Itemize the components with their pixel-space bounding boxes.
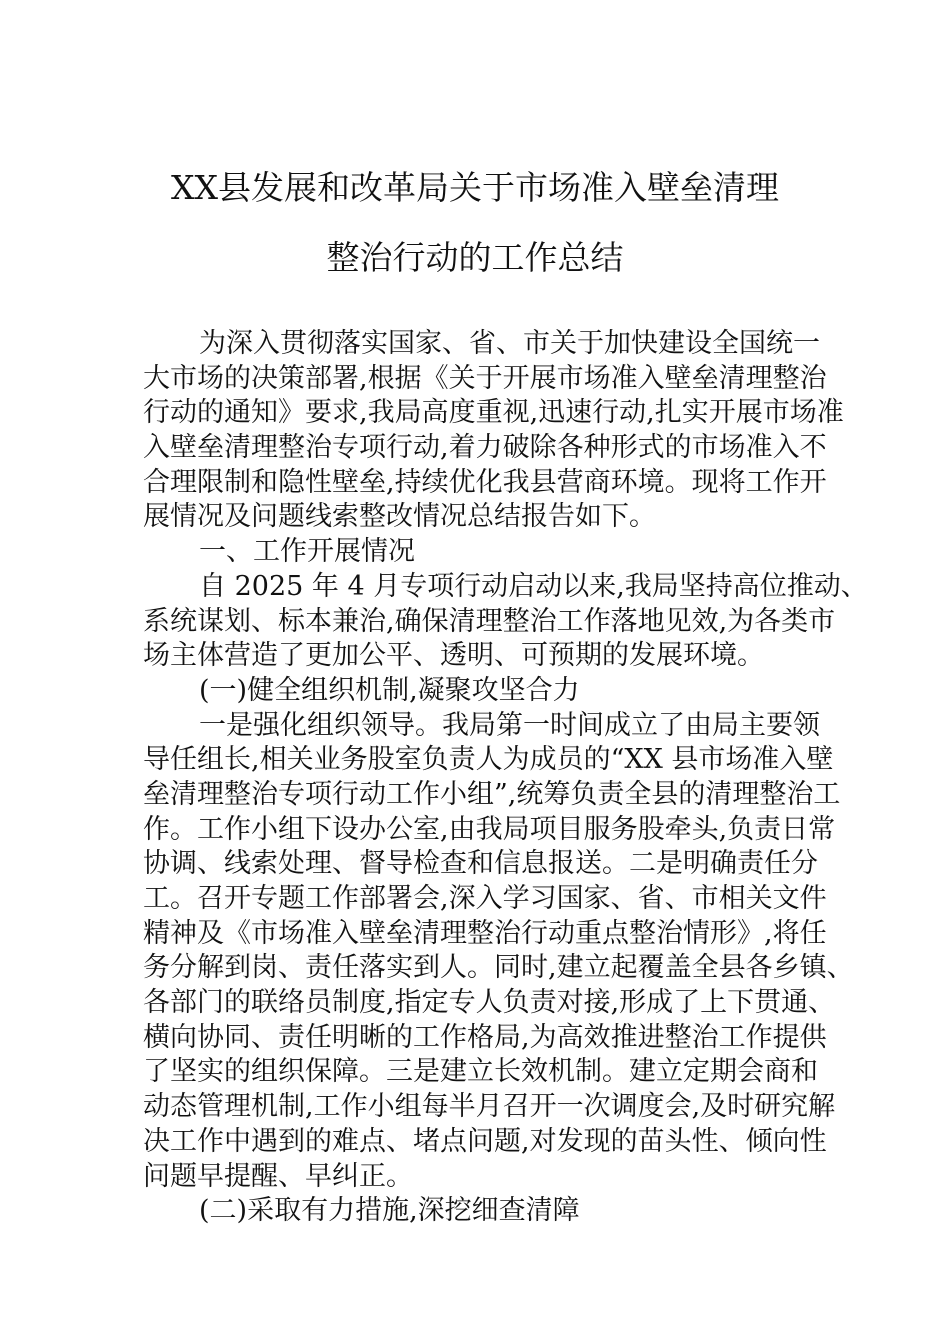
section-heading bbox=[143, 674, 807, 709]
paragraph bbox=[143, 570, 868, 674]
text-line: 作。工作小组下设办公室,由我局项目服务股牵头,负责日常 bbox=[143, 813, 836, 845]
text-line: 动态管理机制,工作小组每半月召开一次调度会,及时研究解 bbox=[143, 1091, 836, 1123]
text-line: 决工作中遇到的难点、堵点问题,对发现的苗头性、倾向性 bbox=[143, 1125, 827, 1157]
text-line: 展情况及问题线索整改情况总结报告如下。 bbox=[143, 501, 656, 533]
text-line: 问题早提醒、早纠正。 bbox=[143, 1160, 413, 1192]
text-line: 横向协同、责任明晰的工作格局,为高效推进整治工作提供 bbox=[143, 1021, 827, 1053]
section-heading bbox=[143, 1194, 807, 1229]
document-title-line-1: XX县发展和改革局关于市场准入壁垒清理 bbox=[171, 168, 779, 207]
document-title-line-2: 整治行动的工作总结 bbox=[326, 238, 624, 277]
text-line: 各部门的联络员制度,指定专人负责对接,形成了上下贯通、 bbox=[143, 987, 836, 1019]
text-line: 工。召开专题工作部署会,深入学习国家、省、市相关文件 bbox=[143, 883, 827, 914]
text-line: 入壁垒清理整治专项行动,着力破除各种形式的市场准入不 bbox=[143, 432, 827, 464]
text-line: 务分解到岗、责任落实到人。同时,建立起覆盖全县各乡镇、 bbox=[143, 952, 854, 984]
text-line: 行动的通知》要求,我局高度重视,迅速行动,扎实开展市场准 bbox=[143, 397, 844, 429]
text-line: 一是强化组织领导。我局第一时间成立了由局主要领 bbox=[199, 709, 820, 741]
text-line: 精神及《市场准入壁垒清理整治行动重点整治情形》,将任 bbox=[143, 917, 827, 949]
text-line: 大市场的决策部署,根据《关于开展市场准入壁垒清理整治 bbox=[143, 362, 827, 394]
text-line: 了坚实的组织保障。三是建立长效机制。建立定期会商和 bbox=[143, 1056, 818, 1088]
text-line: 场主体营造了更加公平、透明、可预期的发展环境。 bbox=[143, 640, 764, 672]
text-line: 合理限制和隐性壁垒,持续优化我县营商环境。现将工作开 bbox=[143, 466, 827, 498]
section-heading bbox=[143, 535, 807, 570]
text-line: 垒清理整治专项行动工作小组”,统筹负责全县的清理整治工 bbox=[143, 778, 841, 810]
document-body bbox=[143, 327, 868, 1229]
text-line: 为深入贯彻落实国家、省、市关于加快建设全国统一 bbox=[199, 328, 820, 359]
text-line: 系统谋划、标本兼治,确保清理整治工作落地见效,为各类市 bbox=[143, 605, 836, 637]
text-line: 自 2025 年 4 月专项行动启动以来,我局坚持高位推动、 bbox=[199, 570, 868, 602]
text-line: 导任组长,相关业务股室负责人为成员的“XX 县市场准入壁 bbox=[143, 744, 834, 776]
text-line: (二)采取有力措施,深挖细查清障 bbox=[199, 1195, 580, 1227]
text-line: (一)健全组织机制,凝聚攻坚合力 bbox=[199, 674, 580, 706]
text-line: 协调、线索处理、督导检查和信息报送。二是明确责任分 bbox=[143, 848, 818, 880]
paragraph bbox=[143, 709, 854, 1195]
paragraph bbox=[143, 327, 844, 535]
text-line: 一、工作开展情况 bbox=[199, 536, 415, 568]
